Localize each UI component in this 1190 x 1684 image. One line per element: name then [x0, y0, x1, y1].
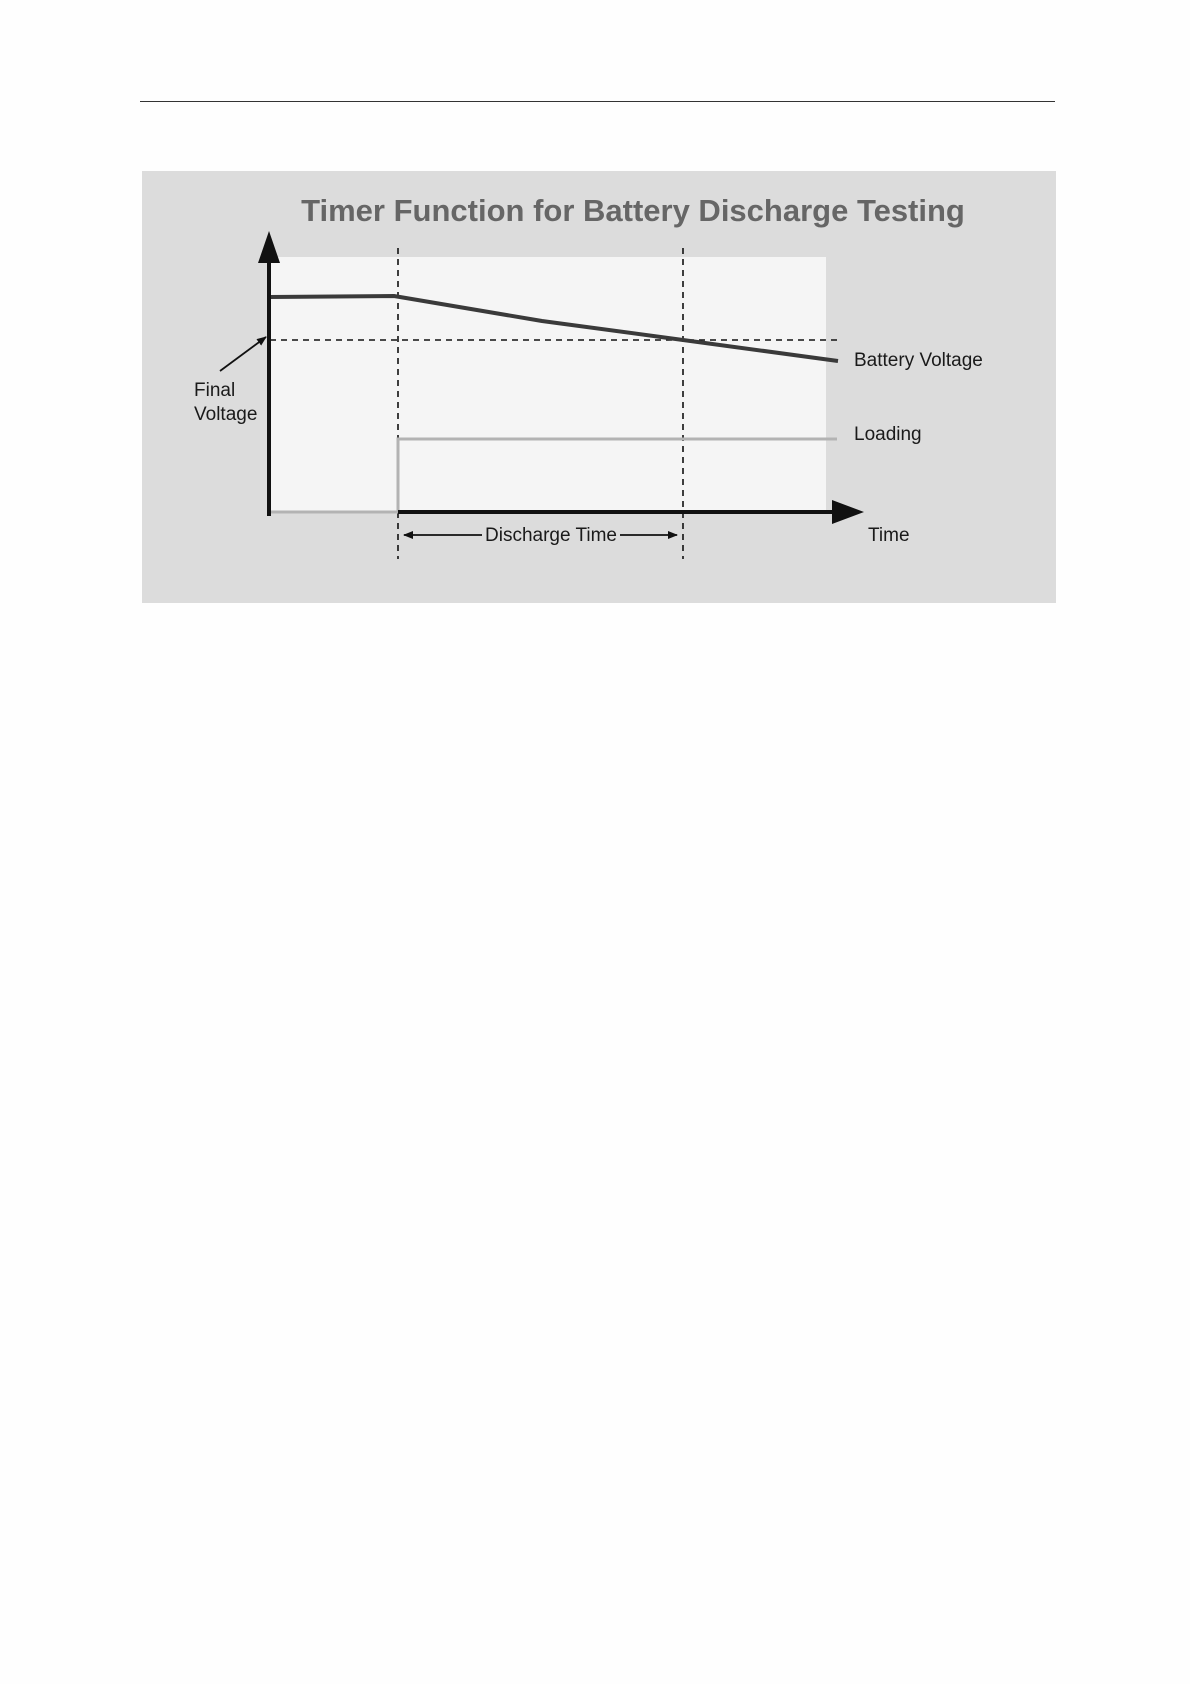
- figure-panel: [142, 171, 1056, 603]
- loading-label: Loading: [854, 424, 922, 445]
- battery-voltage-label: Battery Voltage: [854, 350, 983, 371]
- timing-diagram: [142, 171, 1056, 603]
- diagram-title: Timer Function for Battery Discharge Testing: [301, 193, 965, 228]
- discharge-time-label: Discharge Time: [485, 525, 617, 546]
- header-rule: [140, 101, 1055, 102]
- time-axis-label: Time: [868, 525, 910, 546]
- final-voltage-label-line1: Final: [194, 380, 236, 401]
- final-voltage-label-line2: Voltage: [194, 404, 258, 425]
